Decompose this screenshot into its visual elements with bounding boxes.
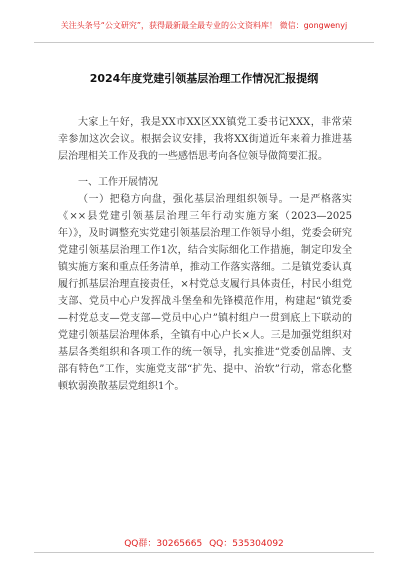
page-header-banner: 关注头条号“公文研究”，获得最新最全最专业的公文资料库！ 微信：gongwenyj xyxy=(60,21,348,30)
document-body xyxy=(58,114,352,395)
intro-paragraph: 大家上午好，我是XX市XX区XX镇党工委书记XXX，非常荣幸参加这次会议。根据会议安排，我将XX街道近年来着力推进基层治理相关工作及我的一些感悟思考向各位领导做简要汇报。 xyxy=(58,117,352,162)
footer-qq: QQ：535304092 xyxy=(209,539,284,549)
document-title: 2024年度党建引领基层治理工作情况汇报提纲 xyxy=(89,72,319,85)
footer-divider xyxy=(34,552,374,553)
section-heading: 一、工作开展情况 xyxy=(78,177,158,188)
body-paragraph: （一）把稳方向盘，强化基层治理组织领导。一是严格落实《××县党建引领基层治理三年行动实施方案（2023—2025年）》，及时调整充实党建引领基层治理工作领导小组，党委会研究党建引领基层治理工作1次，结合实际细化工作措施，制定印发全镇实施方案和重点任务清单，推动工作落实落细。二是镇党委认真履行抓基层治理直接责任，×村党总支履行具体责任，村民小组党支部、党员中心户发挥战斗堡垒和先锋模范作用，构建起“镇党委—村党总支—党支部—党员中心户”镇村组户一贯到底上下联动的党建引领基层治理体系，全镇有中心户长×人。三是加强党组织对基层各类组织和各项工作的统一领导，扎实推进“党委创品牌、支部有特色”工作，实施党支部“扩先、提中、治软”行动，常态化整顿软弱涣散基层党组织1个。 xyxy=(58,194,352,392)
page-footer xyxy=(0,536,408,549)
header-divider xyxy=(34,42,374,43)
footer-qq-group: QQ群：30265665 xyxy=(124,539,203,549)
